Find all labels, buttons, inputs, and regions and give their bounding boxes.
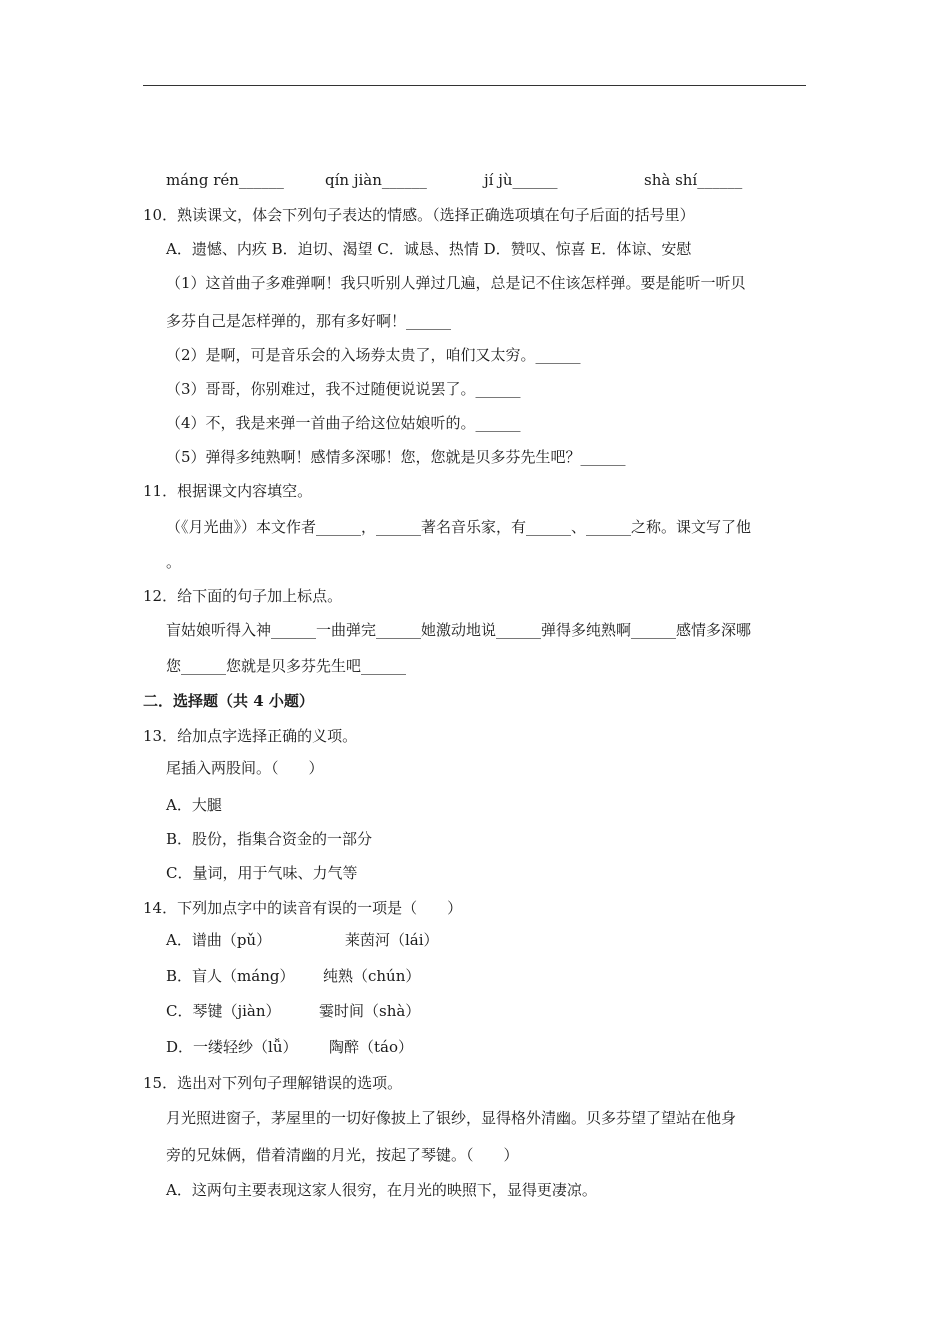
- q15-option-a: A．这两句主要表现这家人很穷，在月光的映照下，显得更凄凉。: [166, 1181, 597, 1199]
- q14-option-a-word1: A．谱曲（pǔ）: [166, 931, 272, 949]
- q15-passage-1: 月光照进窗子，茅屋里的一切好像披上了银纱，显得格外清幽。贝多芬望了望站在他身: [166, 1109, 737, 1127]
- q10-item-2: （2）是啊，可是音乐会的入场券太贵了，咱们又太穷。______: [166, 346, 581, 364]
- q14-stem: 14．下列加点字中的读音有误的一项是（ ）: [143, 899, 463, 917]
- q13-sentence: 尾插入两股间。（ ）: [166, 759, 324, 777]
- q10-stem: 10．熟读课文，体会下列句子表达的情感。（选择正确选项填在句子后面的括号里）: [143, 206, 695, 224]
- pinyin-blank-1: máng rén______: [166, 171, 284, 189]
- q12-line-2: 您______您就是贝多芬先生吧______: [166, 657, 407, 675]
- q14-option-b-word1: B．盲人（máng）: [166, 967, 295, 985]
- q10-item-4: （4）不，我是来弹一首曲子给这位姑娘听的。______: [166, 414, 521, 432]
- q15-stem: 15．选出对下列句子理解错误的选项。: [143, 1074, 403, 1092]
- q13-option-a: A．大腿: [166, 796, 222, 814]
- q13-option-b: B．股份，指集合资金的一部分: [166, 830, 373, 848]
- q14-option-d-word2: 陶醉（táo）: [329, 1038, 414, 1056]
- pinyin-blank-2: qín jiàn______: [325, 171, 427, 189]
- q10-options: A．遗憾、内疚 B．迫切、渴望 C．诚恳、热情 D．赞叹、惊喜 E．体谅、安慰: [166, 240, 692, 258]
- q10-item-3: （3）哥哥，你别难过，我不过随便说说罢了。______: [166, 380, 521, 398]
- q10-item-5: （5）弹得多纯熟啊！感情多深哪！您，您就是贝多芬先生吧？______: [166, 448, 626, 466]
- q11-line-1: （《月光曲》）本文作者______，______著名音乐家，有______、______之称。课文写了他: [166, 518, 752, 536]
- q11-line-2: 。: [166, 553, 182, 571]
- q13-stem: 13．给加点字选择正确的义项。: [143, 727, 358, 745]
- pinyin-blank-3: jí jù______: [484, 171, 558, 189]
- q14-option-d-word1: D．一缕轻纱（lǚ）: [166, 1038, 298, 1056]
- q12-stem: 12．给下面的句子加上标点。: [143, 587, 343, 605]
- q14-option-b-word2: 纯熟（chún）: [323, 967, 421, 985]
- header-rule: [143, 85, 806, 86]
- q10-item-1b: 多芬自己是怎样弹的，那有多好啊！______: [166, 312, 452, 330]
- q12-line-1: 盲姑娘听得入神______一曲弹完______她激动地说______弹得多纯熟啊______感情多深哪: [166, 621, 752, 639]
- q14-option-c-word2: 霎时间（shà）: [319, 1002, 421, 1020]
- q11-stem: 11．根据课文内容填空。: [143, 482, 313, 500]
- q10-item-1a: （1）这首曲子多难弹啊！我只听别人弹过几遍，总是记不住该怎样弹。要是能听一听贝: [166, 274, 746, 292]
- section-heading: 二．选择题（共 4 小题）: [143, 692, 314, 710]
- q14-option-c-word1: C．琴键（jiàn）: [166, 1002, 281, 1020]
- q15-passage-2: 旁的兄妹俩，借着清幽的月光，按起了琴键。（ ）: [166, 1146, 519, 1164]
- q13-option-c: C．量词，用于气味、力气等: [166, 864, 358, 882]
- q14-option-a-word2: 莱茵河（lái）: [345, 931, 439, 949]
- pinyin-blank-4: shà shí______: [644, 171, 743, 189]
